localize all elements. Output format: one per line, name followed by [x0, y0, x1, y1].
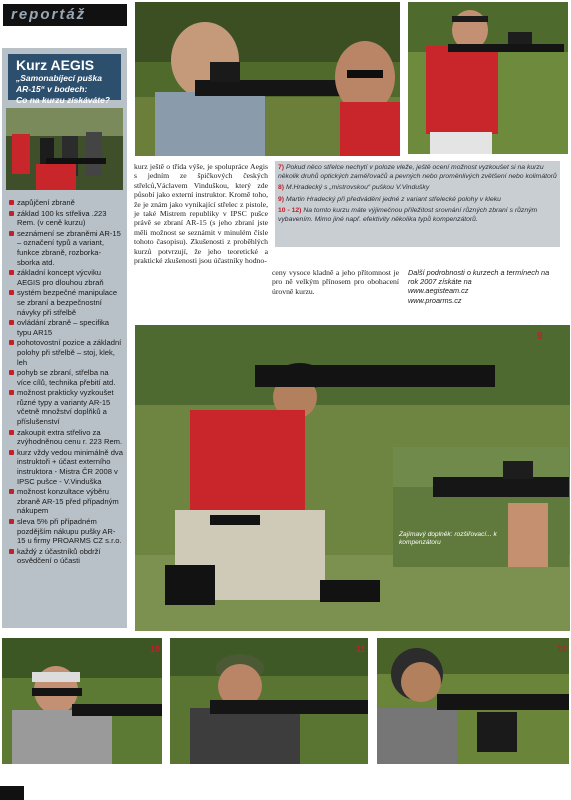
sidebar-subtitle-1: „Samonabíjecí puška — [16, 73, 102, 83]
caption-number: 7) — [278, 164, 285, 171]
caption-number: 10 - 12) — [278, 207, 302, 215]
caption-7 — [275, 164, 560, 181]
photo-instructors-aiming — [135, 2, 400, 156]
photo-group-at-range — [6, 108, 123, 190]
photo-shooter-camo-cap — [170, 638, 368, 764]
photo-number: 10 — [150, 644, 161, 654]
sidebar-subtitle-2: AR-15“ v bodech: — [16, 84, 88, 94]
list-item: seznámení se zbraněmi AR-15 – označení typů a variant, funkce zbraně, rozborka-sborka atd. — [8, 229, 123, 267]
list-item: pohyb se zbraní, střelba na více cílů, technika přebití atd. — [8, 368, 123, 387]
photo-older-shooter — [2, 638, 162, 764]
caption-8 — [275, 184, 560, 193]
more-info-text: Další podrobnosti o kurzech a termínech na rok 2007 získáte na — [408, 268, 550, 287]
course-sidebar — [2, 48, 127, 628]
page-corner-mark — [0, 786, 24, 800]
sidebar-title: Kurz AEGIS — [16, 57, 95, 73]
photo-inset-compensator — [393, 447, 569, 567]
list-item: každý z účastníků obdrží osvědčení o účasti — [8, 547, 123, 566]
link-aegisteam[interactable]: www.aegisteam.cz — [408, 286, 469, 296]
article-column-1: kurz ještě o třída výše, je spolupráce Aegis s jedním ze špičkových českých střelců,Václavem Vinduškou, který zde působí jako externí instruktor. Kromě toho, že je znám jako vynikající střelec z pistole, je také Mistrem republiky v IPSC pušce právě se zbraní AR-15 (s jeho zbraní jste měli možnost se seznámit v minulém čísle tohoto časopisu). Zkušenosti z proběhlých kurzů potvrzují, že jeho teoretické a praktické zkušenosti jsou účastníky hodno- — [134, 162, 268, 266]
sidebar-heading-box — [8, 54, 121, 105]
photo-number: 12 — [557, 644, 568, 654]
list-item: systém bezpečné manipulace se zbraní a bezpečnostní návyky při střelbě — [8, 288, 123, 317]
list-item: možnost prakticky vyzkoušet různé typy a varianty AR-15 včetně množství doplňků a příslušenství — [8, 388, 123, 426]
photo-shooter-with-earmuffs — [408, 2, 568, 154]
article-column-2: ceny vysoce kladně a jeho přítomnost je pro ně velkým přínosem pro obohacení úrovně kurzu. — [272, 268, 399, 296]
list-item: základní koncept výcviku AEGIS pro dlouhou zbraň — [8, 268, 123, 287]
list-item: pohotovostní pozice a základní polohy při střelbě – stoj, klek, leh — [8, 338, 123, 367]
sidebar-benefits-list — [8, 198, 123, 567]
inset-caption: Zajímavý doplněk: rozšiřovací... k kompenzátoru — [399, 531, 497, 546]
captions-box — [275, 161, 560, 247]
list-item: základ 100 ks střeliva .223 Rem. (v ceně kurzu) — [8, 209, 123, 228]
section-title: reportáž — [11, 6, 87, 23]
more-info-block — [408, 268, 560, 305]
caption-text: Pokud něco střelce nechytí v poloze vleže, ještě ocení možnost vyzkoušet si na kurzu několik druhů optických zaměřovačů a pevných nebo proměnlivých zvětšení nebo kolimátorů — [278, 164, 557, 180]
caption-text: M.Hradecký s „mistrovskou“ puškou V.Vindušky — [285, 184, 430, 192]
caption-10-12 — [275, 207, 560, 224]
caption-text: Martin Hradecký při předvádění jedné z variant střelecké polohy v kleku — [285, 195, 501, 203]
list-item: zakoupit extra střelivo za zvýhodněnou cenu r. 223 Rem. — [8, 428, 123, 447]
list-item: zapůjčení zbraně — [8, 198, 123, 208]
photo-shooter-headset — [377, 638, 569, 764]
sidebar-subtitle-3: Co na kurzu získáváte? — [16, 95, 111, 105]
caption-number: 9) — [278, 195, 285, 203]
list-item: možnost konzultace výběru zbraně AR-15 před případným nákupem — [8, 487, 123, 516]
list-item: kurz vždy vedou minimálně dva instruktoři + účast externího instruktora - Mistra ČR 2008 v IPSC pušce - V.Vinduška — [8, 448, 123, 486]
caption-number: 8) — [278, 184, 285, 192]
caption-9 — [275, 196, 560, 205]
list-item: ovládání zbraně – specifika typu AR15 — [8, 318, 123, 337]
photo-number: 11 — [356, 644, 366, 654]
list-item: sleva 5% při případném pozdějším nákupu pušky AR-15 u firmy PROARMS CZ s.r.o. — [8, 517, 123, 546]
photo-number: 9 — [537, 331, 543, 342]
section-header — [3, 4, 127, 26]
link-proarms[interactable]: www.proarms.cz — [408, 295, 462, 305]
caption-text: Na tomto kurzu máte výjimečnou příležitost srovnání různých zbraní s různým vybavením. Mimo jiné např. efektivity několika typů kompenzátorů. — [278, 207, 538, 223]
